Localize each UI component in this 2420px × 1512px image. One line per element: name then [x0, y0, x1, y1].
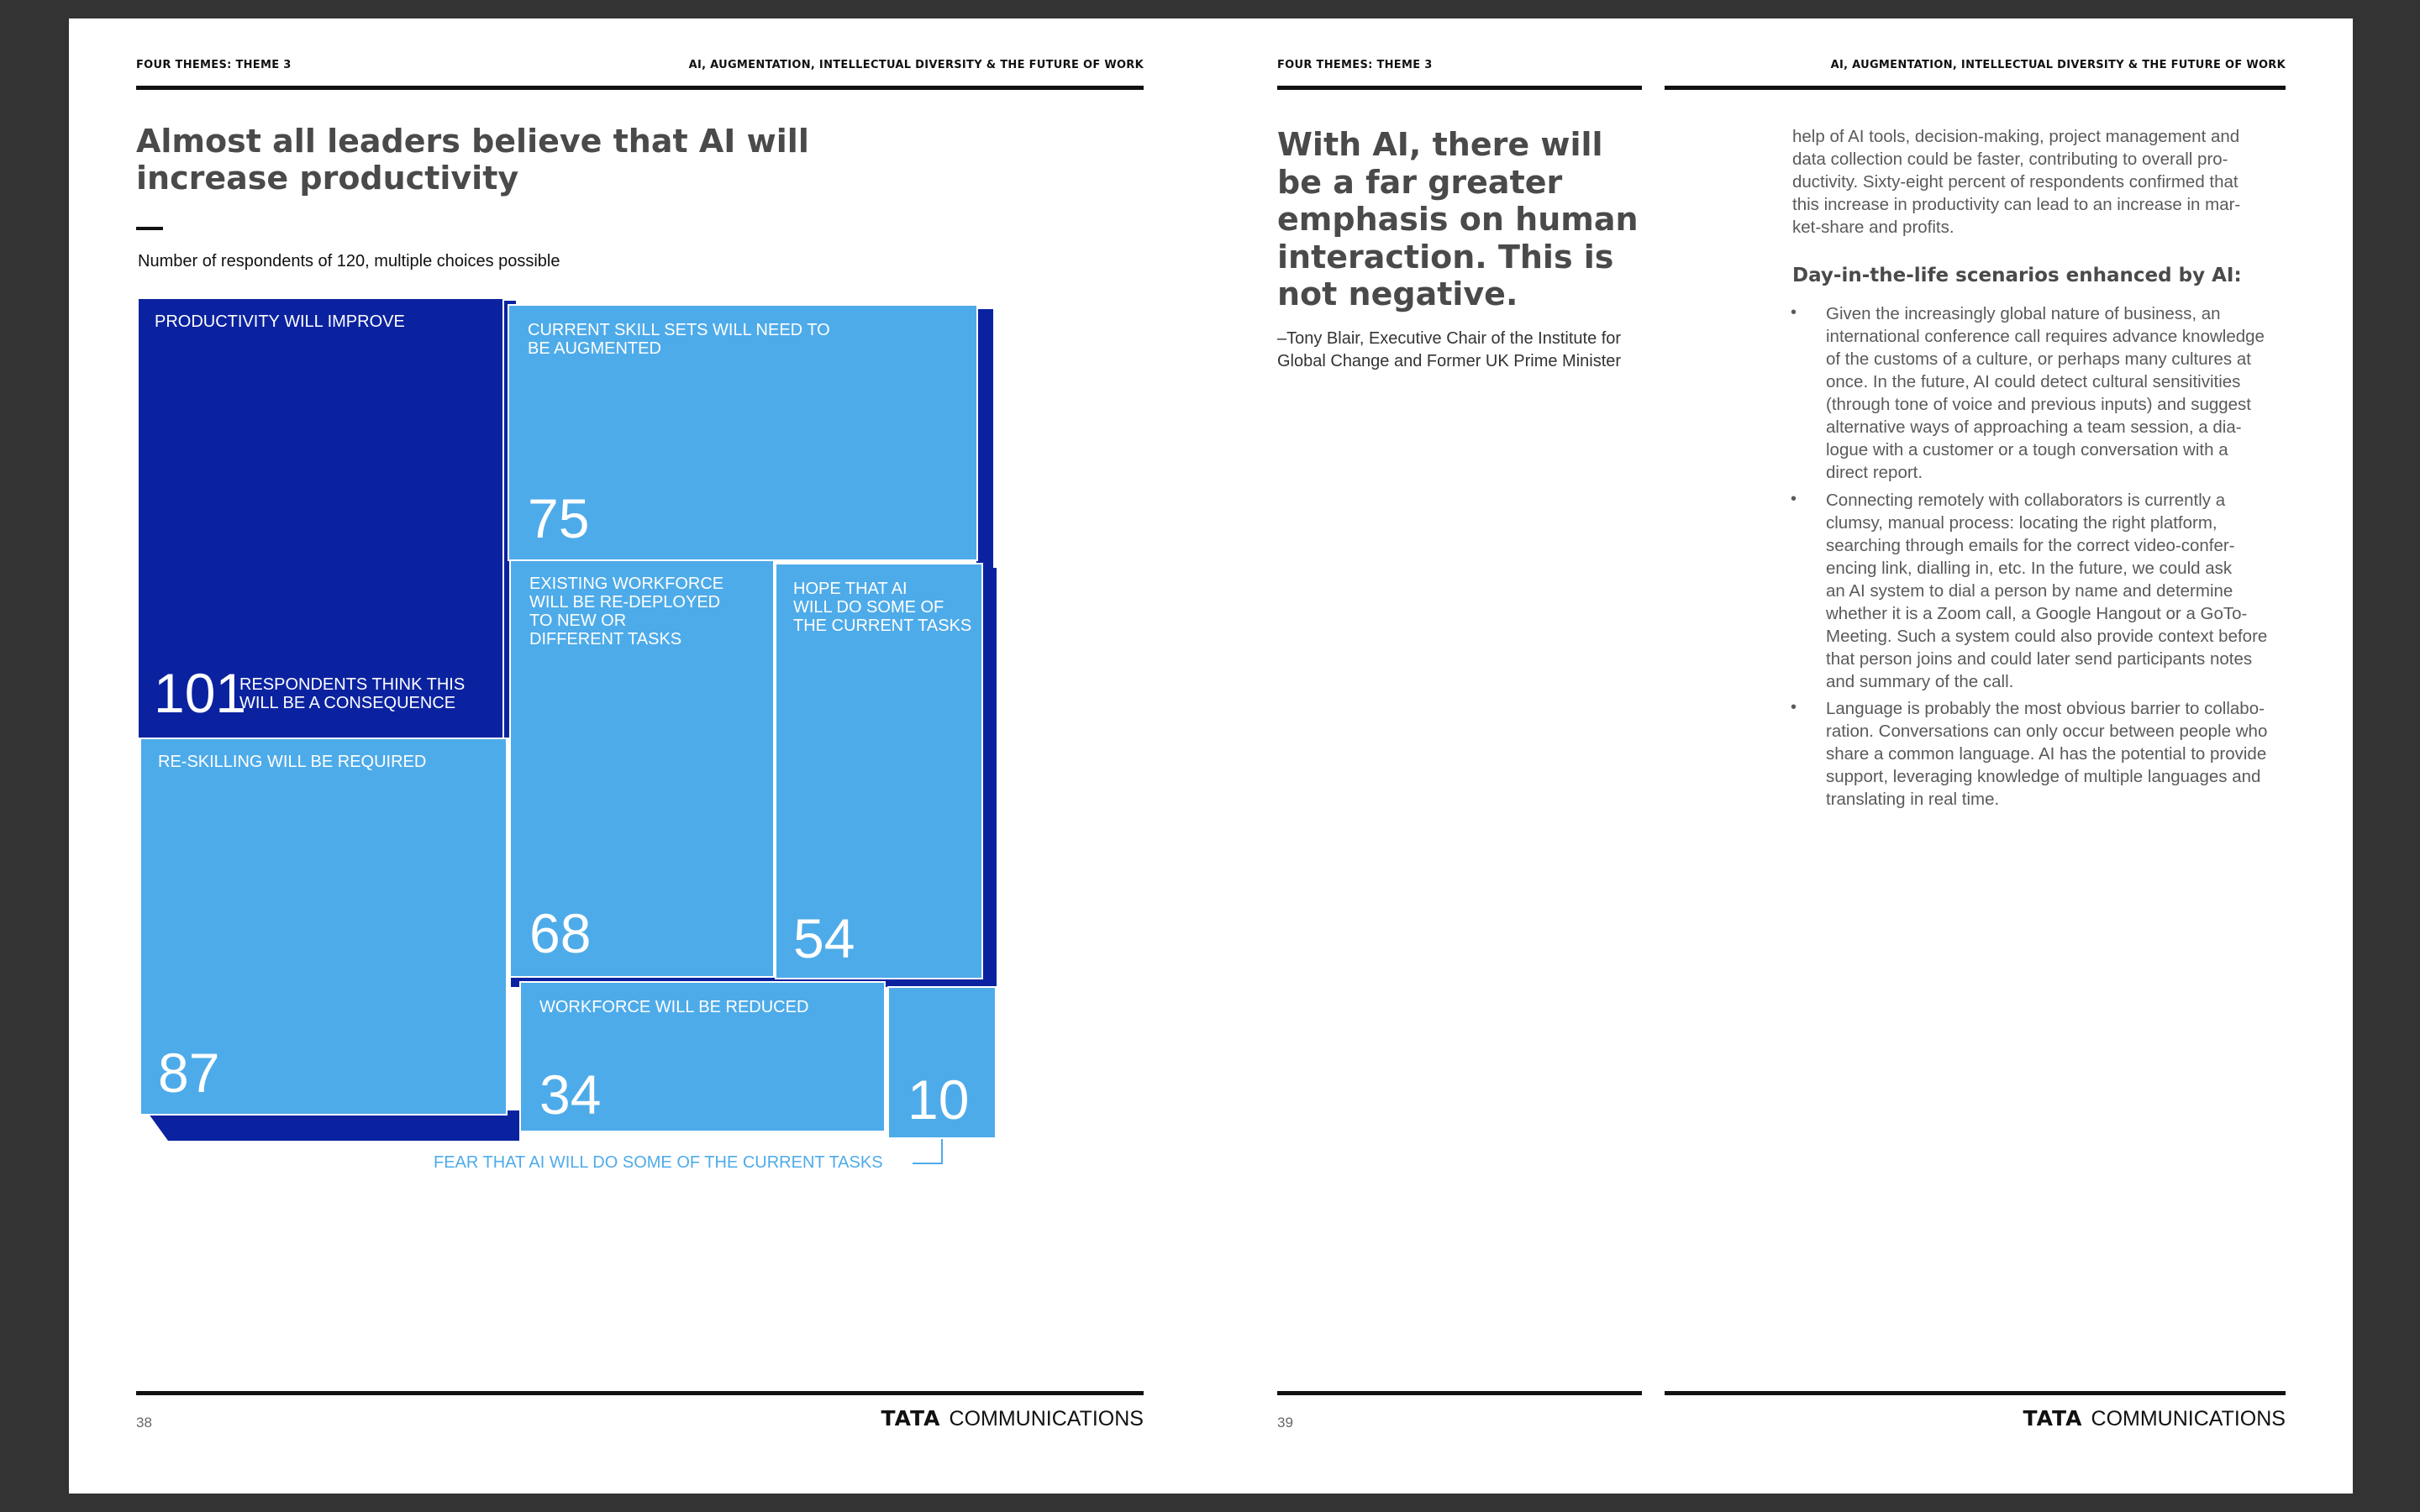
logo-wordmark: COMMUNICATIONS [949, 1407, 1144, 1431]
treemap-cell-productivity [137, 297, 504, 739]
right-page-number: 39 [1277, 1415, 1293, 1431]
attribution-line: –Tony Blair, Executive Chair of the Institute for [1277, 329, 1622, 348]
body-line: Given the increasingly global nature of business, an [1826, 304, 2221, 323]
cell-value: 101 [154, 662, 247, 724]
quote-line: With AI, there will [1277, 126, 1603, 163]
body-line: encing link, dialling in, etc. In the future, we could ask [1826, 559, 2233, 578]
body-line: an AI system to dial a person by name and determine [1826, 581, 2233, 601]
page-title [136, 123, 809, 197]
body-line: this increase in productivity can lead to an increase in mar- [1792, 195, 2241, 214]
cell-value: 10 [908, 1068, 970, 1131]
attribution-line: Global Change and Former UK Prime Minister [1277, 352, 1622, 370]
cell-label [528, 321, 830, 358]
cell-label-line: WILL BE RE-DEPLOYED [529, 593, 721, 612]
cell-label-line: BE AUGMENTED [528, 339, 661, 358]
right-footer-rule-right [1665, 1391, 2286, 1395]
quote-attribution [1277, 328, 1621, 373]
body-line: that person joins and could later send participants notes [1826, 649, 2253, 669]
treemap-cell-fear [887, 986, 997, 1139]
body-line: searching through emails for the correct video-confer- [1826, 536, 2235, 555]
extrusion-side [976, 309, 993, 571]
cell-value: 75 [528, 487, 590, 549]
cell-label-line: HOPE THAT AI [793, 580, 908, 598]
body-line: clumsy, manual process: locating the right platform, [1826, 513, 2217, 533]
page-title-line: Almost all leaders believe that AI will [136, 123, 809, 160]
body-line: share a common language. AI has the potential to provide [1826, 744, 2267, 764]
logo-mark: TATA [881, 1406, 941, 1431]
body-line: alternative ways of approaching a team session, a dia- [1826, 417, 2242, 437]
right-header-rule-left [1277, 86, 1642, 90]
left-header-section: FOUR THEMES: THEME 3 [136, 59, 292, 71]
body-line: Connecting remotely with collaborators is currently a [1826, 491, 2226, 510]
right-header-title: AI, AUGMENTATION, INTELLECTUAL DIVERSITY & THE FUTURE OF WORK [1830, 59, 2286, 71]
quote-line: interaction. This is [1277, 238, 1614, 276]
body-line: Language is probably the most obvious barrier to collabo- [1826, 699, 2265, 718]
cell-label-line: CURRENT SKILL SETS WILL NEED TO [528, 321, 830, 339]
intro-paragraph [1792, 125, 2263, 239]
body-line: translating in real time. [1826, 790, 2000, 809]
page-title-line: increase productivity [136, 160, 519, 197]
cell-label: RE-SKILLING WILL BE REQUIRED [158, 753, 427, 771]
right-header-rule-right [1665, 86, 2286, 90]
left-header-title: AI, AUGMENTATION, INTELLECTUAL DIVERSITY & THE FUTURE OF WORK [688, 59, 1144, 71]
cell-label-line: THE CURRENT TASKS [793, 617, 972, 635]
tata-logo [881, 1406, 1144, 1431]
cell-value: 68 [529, 902, 592, 964]
cell-note [239, 675, 465, 712]
pull-quote [1277, 126, 1639, 313]
treemap-cell-reskilling [139, 738, 508, 1116]
fear-callout-line [913, 1139, 943, 1164]
cell-value: 34 [539, 1063, 602, 1126]
cell-label [793, 580, 971, 635]
bullet-item [1826, 489, 2296, 693]
body-line: (through tone of voice and previous inputs) and suggest [1826, 395, 2251, 414]
bullet-item [1826, 697, 2296, 811]
body-line: whether it is a Zoom call, a Google Hangout or a GoTo- [1826, 604, 2248, 623]
section-heading: Day-in-the-life scenarios enhanced by AI: [1792, 265, 2242, 286]
bullet-marker: • [1791, 303, 1797, 322]
body-line: ration. Conversations can only occur between people who [1826, 722, 2268, 741]
body-line: and summary of the call. [1826, 672, 2014, 691]
cell-value: 54 [793, 907, 855, 969]
cell-note-line: WILL BE A CONSEQUENCE [239, 694, 456, 712]
cell-label: PRODUCTIVITY WILL IMPROVE [155, 312, 405, 331]
bullet-marker: • [1791, 490, 1797, 508]
cell-label [529, 575, 723, 648]
body-line: support, leveraging knowledge of multiple languages and [1826, 767, 2261, 786]
cell-value: 87 [158, 1042, 220, 1104]
cell-label-line: EXISTING WORKFORCE [529, 575, 724, 593]
body-line: international conference call requires advance knowledge [1826, 327, 2265, 346]
chart-subtitle: Number of respondents of 120, multiple choices possible [138, 252, 560, 270]
bullet-item [1826, 302, 2296, 484]
quote-line: not negative. [1277, 276, 1518, 312]
left-footer-rule [136, 1391, 1144, 1395]
fear-callout-label: FEAR THAT AI WILL DO SOME OF THE CURRENT TASKS [434, 1153, 883, 1172]
logo-wordmark: COMMUNICATIONS [2091, 1407, 2286, 1431]
body-line: data collection could be faster, contributing to overall pro- [1792, 150, 2228, 169]
body-line: once. In the future, AI could detect cultural sensitivities [1826, 372, 2241, 391]
cell-note-line: RESPONDENTS THINK THIS [239, 675, 466, 694]
quote-line: be a far greater [1277, 163, 1563, 201]
body-line: help of AI tools, decision-making, project management and [1792, 127, 2240, 146]
logo-mark: TATA [2023, 1406, 2083, 1431]
cell-label-line: TO NEW OR [529, 612, 627, 630]
bullet-marker: • [1791, 698, 1797, 717]
cell-label: WORKFORCE WILL BE REDUCED [539, 998, 809, 1016]
treemap-cell-redeployed [509, 559, 775, 978]
quote-line: emphasis on human [1277, 201, 1639, 238]
treemap-cell-reduced [519, 981, 886, 1132]
treemap-cell-hope [775, 563, 983, 979]
body-line: direct report. [1826, 463, 1923, 482]
tata-logo [2023, 1406, 2286, 1431]
body-line: ket-share and profits. [1792, 218, 1954, 237]
treemap-cell-augmented [508, 304, 978, 561]
right-footer-rule-left [1277, 1391, 1642, 1395]
body-line: logue with a customer or a tough conversation with a [1826, 440, 2228, 459]
body-line: ductivity. Sixty-eight percent of respondents confirmed that [1792, 172, 2238, 192]
title-dash [136, 227, 163, 230]
body-line: Meeting. Such a system could also provide context before [1826, 627, 2268, 646]
left-header-rule [136, 86, 1144, 90]
cell-label-line: DIFFERENT TASKS [529, 630, 682, 648]
cell-label-line: WILL DO SOME OF [793, 598, 944, 617]
body-line: of the customs of a culture, or perhaps many cultures at [1826, 349, 2251, 369]
right-header-section: FOUR THEMES: THEME 3 [1277, 59, 1433, 71]
left-page-number: 38 [136, 1415, 152, 1431]
